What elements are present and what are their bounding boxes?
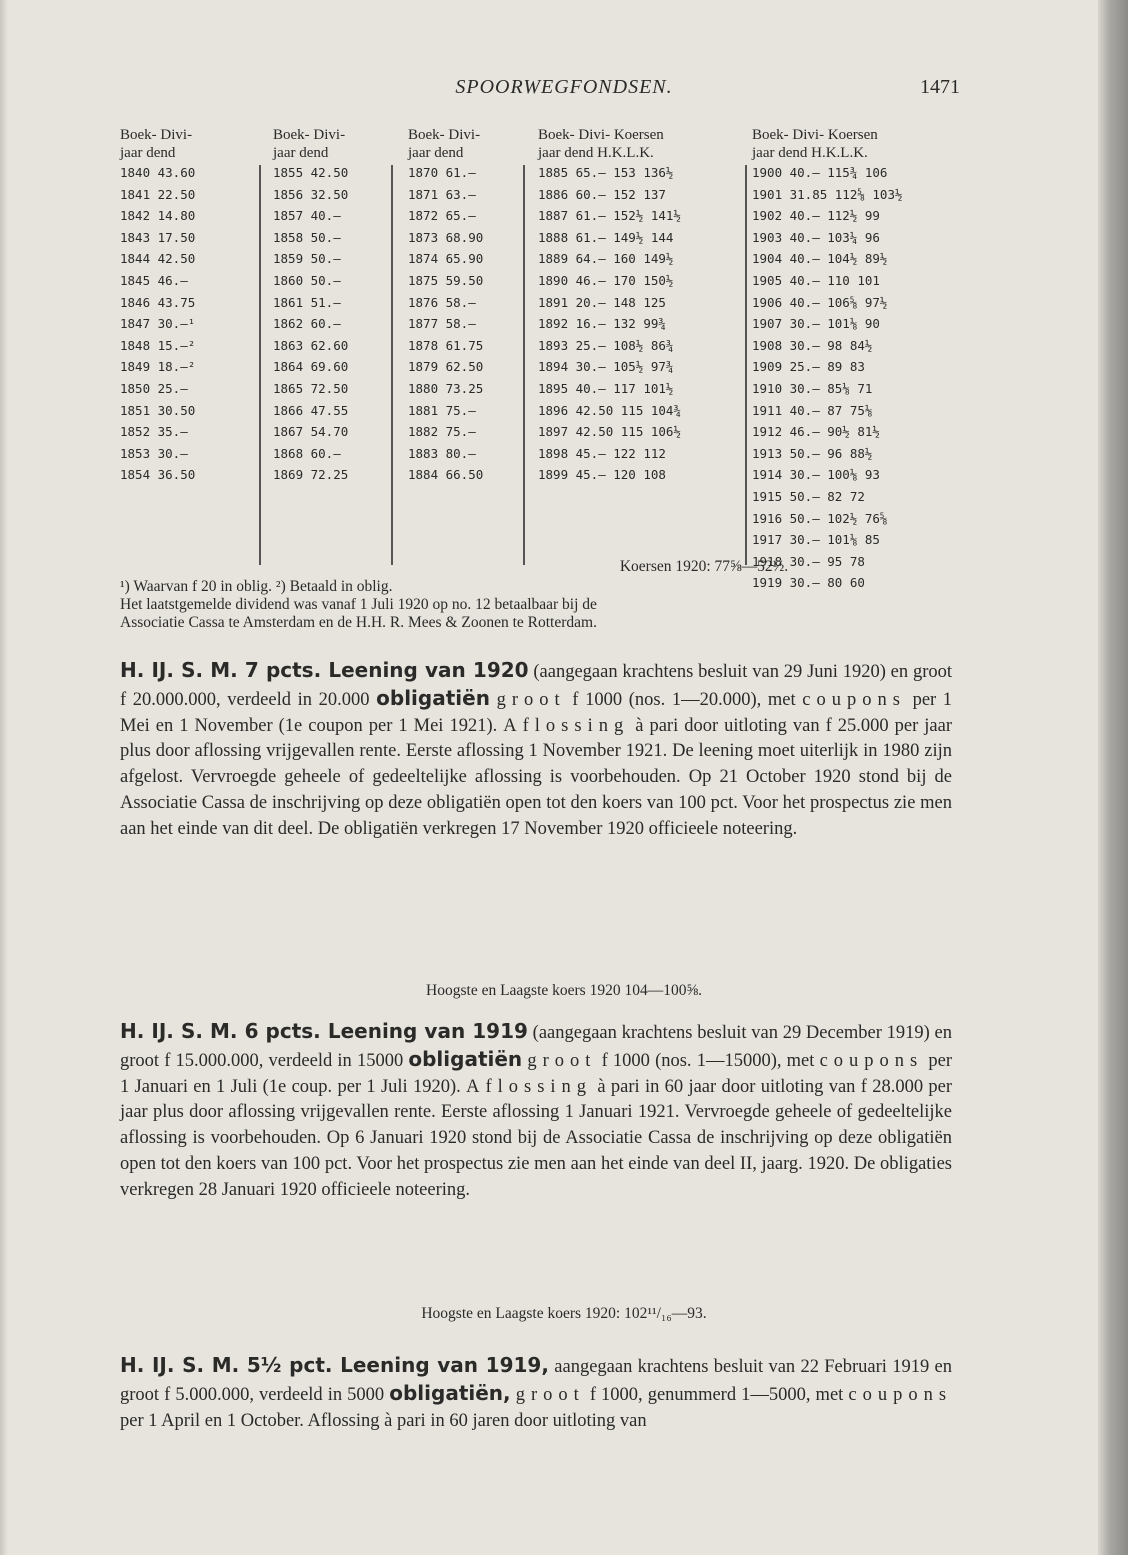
column-divider: [523, 165, 525, 565]
table-row: 1914 30.— 100⅛ 93: [752, 467, 880, 483]
bold-term: obligatiën: [376, 685, 490, 710]
table-row: 1893 25.— 108½ 86¾: [538, 337, 674, 353]
koers-line: Hoogste en Laagste koers 1920 104—100⅝.: [426, 982, 702, 999]
table-row: 1915 50.— 82 72: [752, 488, 865, 504]
bold-term: obligatiën: [408, 1046, 523, 1071]
table-row: 1876 58.—: [408, 294, 476, 310]
table-row: 1856 32.50: [273, 186, 349, 202]
table-row: 1852 35.—: [120, 424, 188, 440]
table-row: 1880 73.25: [408, 380, 484, 396]
table-row: 1888 61.— 149½ 144: [538, 229, 674, 245]
table-row: 1855 42.50: [273, 165, 349, 180]
footnote-line: Associatie Cassa te Amsterdam en de H.H. R. Mees & Zoonen te Rotterdam.: [120, 614, 597, 631]
koers-line: Hoogste en Laagste koers 1920: 102¹¹/₁₆—93.: [421, 1305, 707, 1322]
table-row: 1909 25.— 89 83: [752, 359, 865, 375]
table-row: 1849 18.—²: [120, 359, 196, 375]
bold-term: obligatiën,: [389, 1380, 511, 1405]
table-row: 1848 15.—²: [120, 337, 196, 353]
table-row: 1873 68.90: [408, 229, 484, 245]
table-row: 1859 50.—: [273, 251, 341, 267]
table-row: 1878 61.75: [408, 337, 484, 353]
table-row: 1903 40.— 103¼ 96: [752, 229, 880, 245]
table-row: 1884 66.50: [408, 467, 484, 483]
table-row: 1904 40.— 104½ 89½: [752, 251, 888, 267]
footnote-line: ¹) Waarvan f 20 in oblig. ²) Betaald in oblig.: [120, 578, 393, 595]
column-divider: [391, 165, 393, 565]
table-column-1: [120, 126, 195, 486]
table-row: 1860 50.—: [273, 272, 341, 288]
footnotes: [120, 578, 960, 632]
table-row: 1868 60.—: [273, 445, 341, 461]
koersen-1920: Koersen 1920: 77⅝—52½.: [619, 558, 789, 575]
column-header: Boek- Divi- jaar dend: [120, 127, 193, 161]
table-row: 1845 46.—: [120, 272, 188, 288]
table-row: 1867 54.70: [273, 424, 349, 440]
table-column-2: [273, 126, 348, 486]
table-row: 1846 43.75: [120, 294, 196, 310]
table-row: 1874 65.90: [408, 251, 484, 267]
table-row: 1842 14.80: [120, 208, 196, 224]
table-row: 1858 50.—: [273, 229, 341, 245]
table-row: 1854 36.50: [120, 467, 196, 483]
table-row: 1883 80.—: [408, 445, 476, 461]
table-row: 1917 30.— 101⅛ 85: [752, 532, 880, 548]
column-header: Boek- Divi- Koersen jaar dend H.K.L.K.: [752, 127, 878, 161]
table-row: 1899 45.— 120 108: [538, 467, 666, 483]
table-row: 1892 16.— 132 99¾: [538, 316, 666, 332]
page-number: 1471: [920, 76, 960, 98]
table-row: 1875 59.50: [408, 272, 484, 288]
table-row: 1887 61.— 152½ 141½: [538, 208, 681, 224]
running-header-title: SPOORWEGFONDSEN.: [455, 76, 673, 98]
section-7pct-1920: H. IJ. S. M. 7 pcts. Leening van 1920 (aangegaan krachtens besluit van 29 Juni 1920) en groot f 20.000.000, verdeeld in 20.000 obligatiën groot f 1000 (nos. 1—20.000), met coupons per 1 Mei en 1 November (1e coupon per 1 Mei 1921). Aflossing à pari door uitloting van f 25.000 per jaar plus door aflossing vrijgevallen rente. Eerste aflossing 1 November 1921. De leening moet uiterlijk in 1980 zijn afgelost. Vervroegde geheele of gedeeltelijke aflossing is voorbehouden. Op 21 October 1920 stond bij de Associatie Cassa de inschrijving op deze obligatiën open tot den koers van 100 pct. Voor het prospectus zie men aan het einde van dit deel. De obligatiën verkregen 17 November 1920 officieele noteering.: [120, 658, 953, 839]
column-divider: [259, 165, 261, 565]
table-row: 1894 30.— 105½ 97¾: [538, 359, 674, 375]
table-row: 1896 42.50 115 104¾: [538, 402, 681, 418]
table-column-3: [408, 126, 483, 486]
table-row: 1911 40.— 87 75⅛: [752, 402, 873, 418]
table-row: 1853 30.—: [120, 445, 188, 461]
table-row: 1900 40.— 115¾ 106: [752, 165, 888, 180]
table-row: 1902 40.— 112½ 99: [752, 208, 880, 224]
table-row: 1851 30.50: [120, 402, 196, 418]
table-row: 1866 47.55: [273, 402, 349, 418]
table-row: 1912 46.— 90½ 81½: [752, 424, 880, 440]
table-row: 1913 50.— 96 88½: [752, 445, 873, 461]
table-row: 1857 40.—: [273, 208, 341, 224]
table-row: 1881 75.—: [408, 402, 476, 418]
table-row: 1869 72.25: [273, 467, 349, 483]
table-row: 1891 20.— 148 125: [538, 294, 666, 310]
table-row: 1865 72.50: [273, 380, 349, 396]
table-row: 1861 51.—: [273, 294, 341, 310]
table-row: 1906 40.— 106⅝ 97½: [752, 294, 888, 310]
table-row: 1844 42.50: [120, 251, 196, 267]
section-5half-pct-1919: H. IJ. S. M. 5½ pct. Leening van 1919, aangegaan krachtens besluit van 22 Februari 1919 en groot f 5.000.000, verdeeld in 5000 obligatiën, groot f 1000, genummerd 1—5000, met coupons per 1 April en 1 October. Aflossing à pari in 60 jaren door uitloting van: [120, 1353, 953, 1431]
table-row: 1863 62.60: [273, 337, 349, 353]
table-row: 1897 42.50 115 106½: [538, 424, 681, 440]
section-6pct-1919: H. IJ. S. M. 6 pcts. Leening van 1919 (aangegaan krachtens besluit van 29 December 1919) en groot f 15.000.000, verdeeld in 15000 obligatiën groot f 1000 (nos. 1—15000), met coupons per 1 Januari en 1 Juli (1e coup. per 1 Juli 1920). Aflossing à pari in 60 jaar door uitloting van f 28.000 per jaar plus door aflossing vrijgevallen rente. Eerste aflossing 1 Januari 1921. Vervroegde geheele of gedeeltelijke aflossing is voorbehouden. Op 6 Januari 1920 stond bij de Associatie Cassa de inschrijving op deze obligatiën open tot den koers van 100 pct. Voor het prospectus zie men aan het einde van deel II, jaarg. 1920. De obligaties verkregen 28 Januari 1920 officieele noteering.: [120, 1019, 953, 1200]
table-row: 1890 46.— 170 150½: [538, 272, 674, 288]
table-row: 1847 30.—¹: [120, 316, 196, 332]
table-row: 1870 61.—: [408, 165, 476, 180]
table-row: 1841 22.50: [120, 186, 196, 202]
table-row: 1843 17.50: [120, 229, 196, 245]
table-row: 1879 62.50: [408, 359, 484, 375]
table-row: 1895 40.— 117 101½: [538, 380, 674, 396]
column-header: Boek- Divi- jaar dend: [273, 127, 346, 161]
table-row: 1918 30.— 95 78: [752, 553, 865, 569]
column-header: Boek- Divi- Koersen jaar dend H.K.L.K.: [538, 127, 664, 161]
section-heading: H. IJ. S. M. 7 pcts. Leening van 1920: [120, 658, 529, 682]
table-column-5: [752, 126, 903, 594]
table-row: 1905 40.— 110 101: [752, 272, 880, 288]
table-row: 1850 25.—: [120, 380, 188, 396]
table-row: 1916 50.— 102½ 76⅝: [752, 510, 888, 526]
table-row: 1886 60.— 152 137: [538, 186, 666, 202]
table-row: 1864 69.60: [273, 359, 349, 375]
table-row: 1882 75.—: [408, 424, 476, 440]
section-heading: H. IJ. S. M. 5½ pct. Leening van 1919,: [120, 1353, 549, 1377]
table-row: 1877 58.—: [408, 316, 476, 332]
table-row: 1901 31.85 112⅝ 103½: [752, 186, 903, 202]
column-header: Boek- Divi- jaar dend: [408, 127, 481, 161]
footnote-line: Het laatstgemelde dividend was vanaf 1 Juli 1920 op no. 12 betaalbaar bij de: [120, 596, 597, 613]
table-row: 1919 30.— 80 60: [752, 575, 865, 591]
table-row: 1907 30.— 101⅛ 90: [752, 316, 880, 332]
column-divider: [745, 165, 747, 565]
table-row: 1910 30.— 85⅛ 71: [752, 380, 873, 396]
table-row: 1872 65.—: [408, 208, 476, 224]
table-row: 1862 60.—: [273, 316, 341, 332]
table-row: 1898 45.— 122 112: [538, 445, 666, 461]
table-row: 1871 63.—: [408, 186, 476, 202]
table-column-4: [538, 126, 681, 486]
table-row: 1889 64.— 160 149½: [538, 251, 674, 267]
table-row: 1885 65.— 153 136½: [538, 165, 674, 180]
table-row: 1840 43.60: [120, 165, 196, 180]
table-row: 1908 30.— 98 84½: [752, 337, 873, 353]
section-heading: H. IJ. S. M. 6 pcts. Leening van 1919: [120, 1019, 528, 1043]
